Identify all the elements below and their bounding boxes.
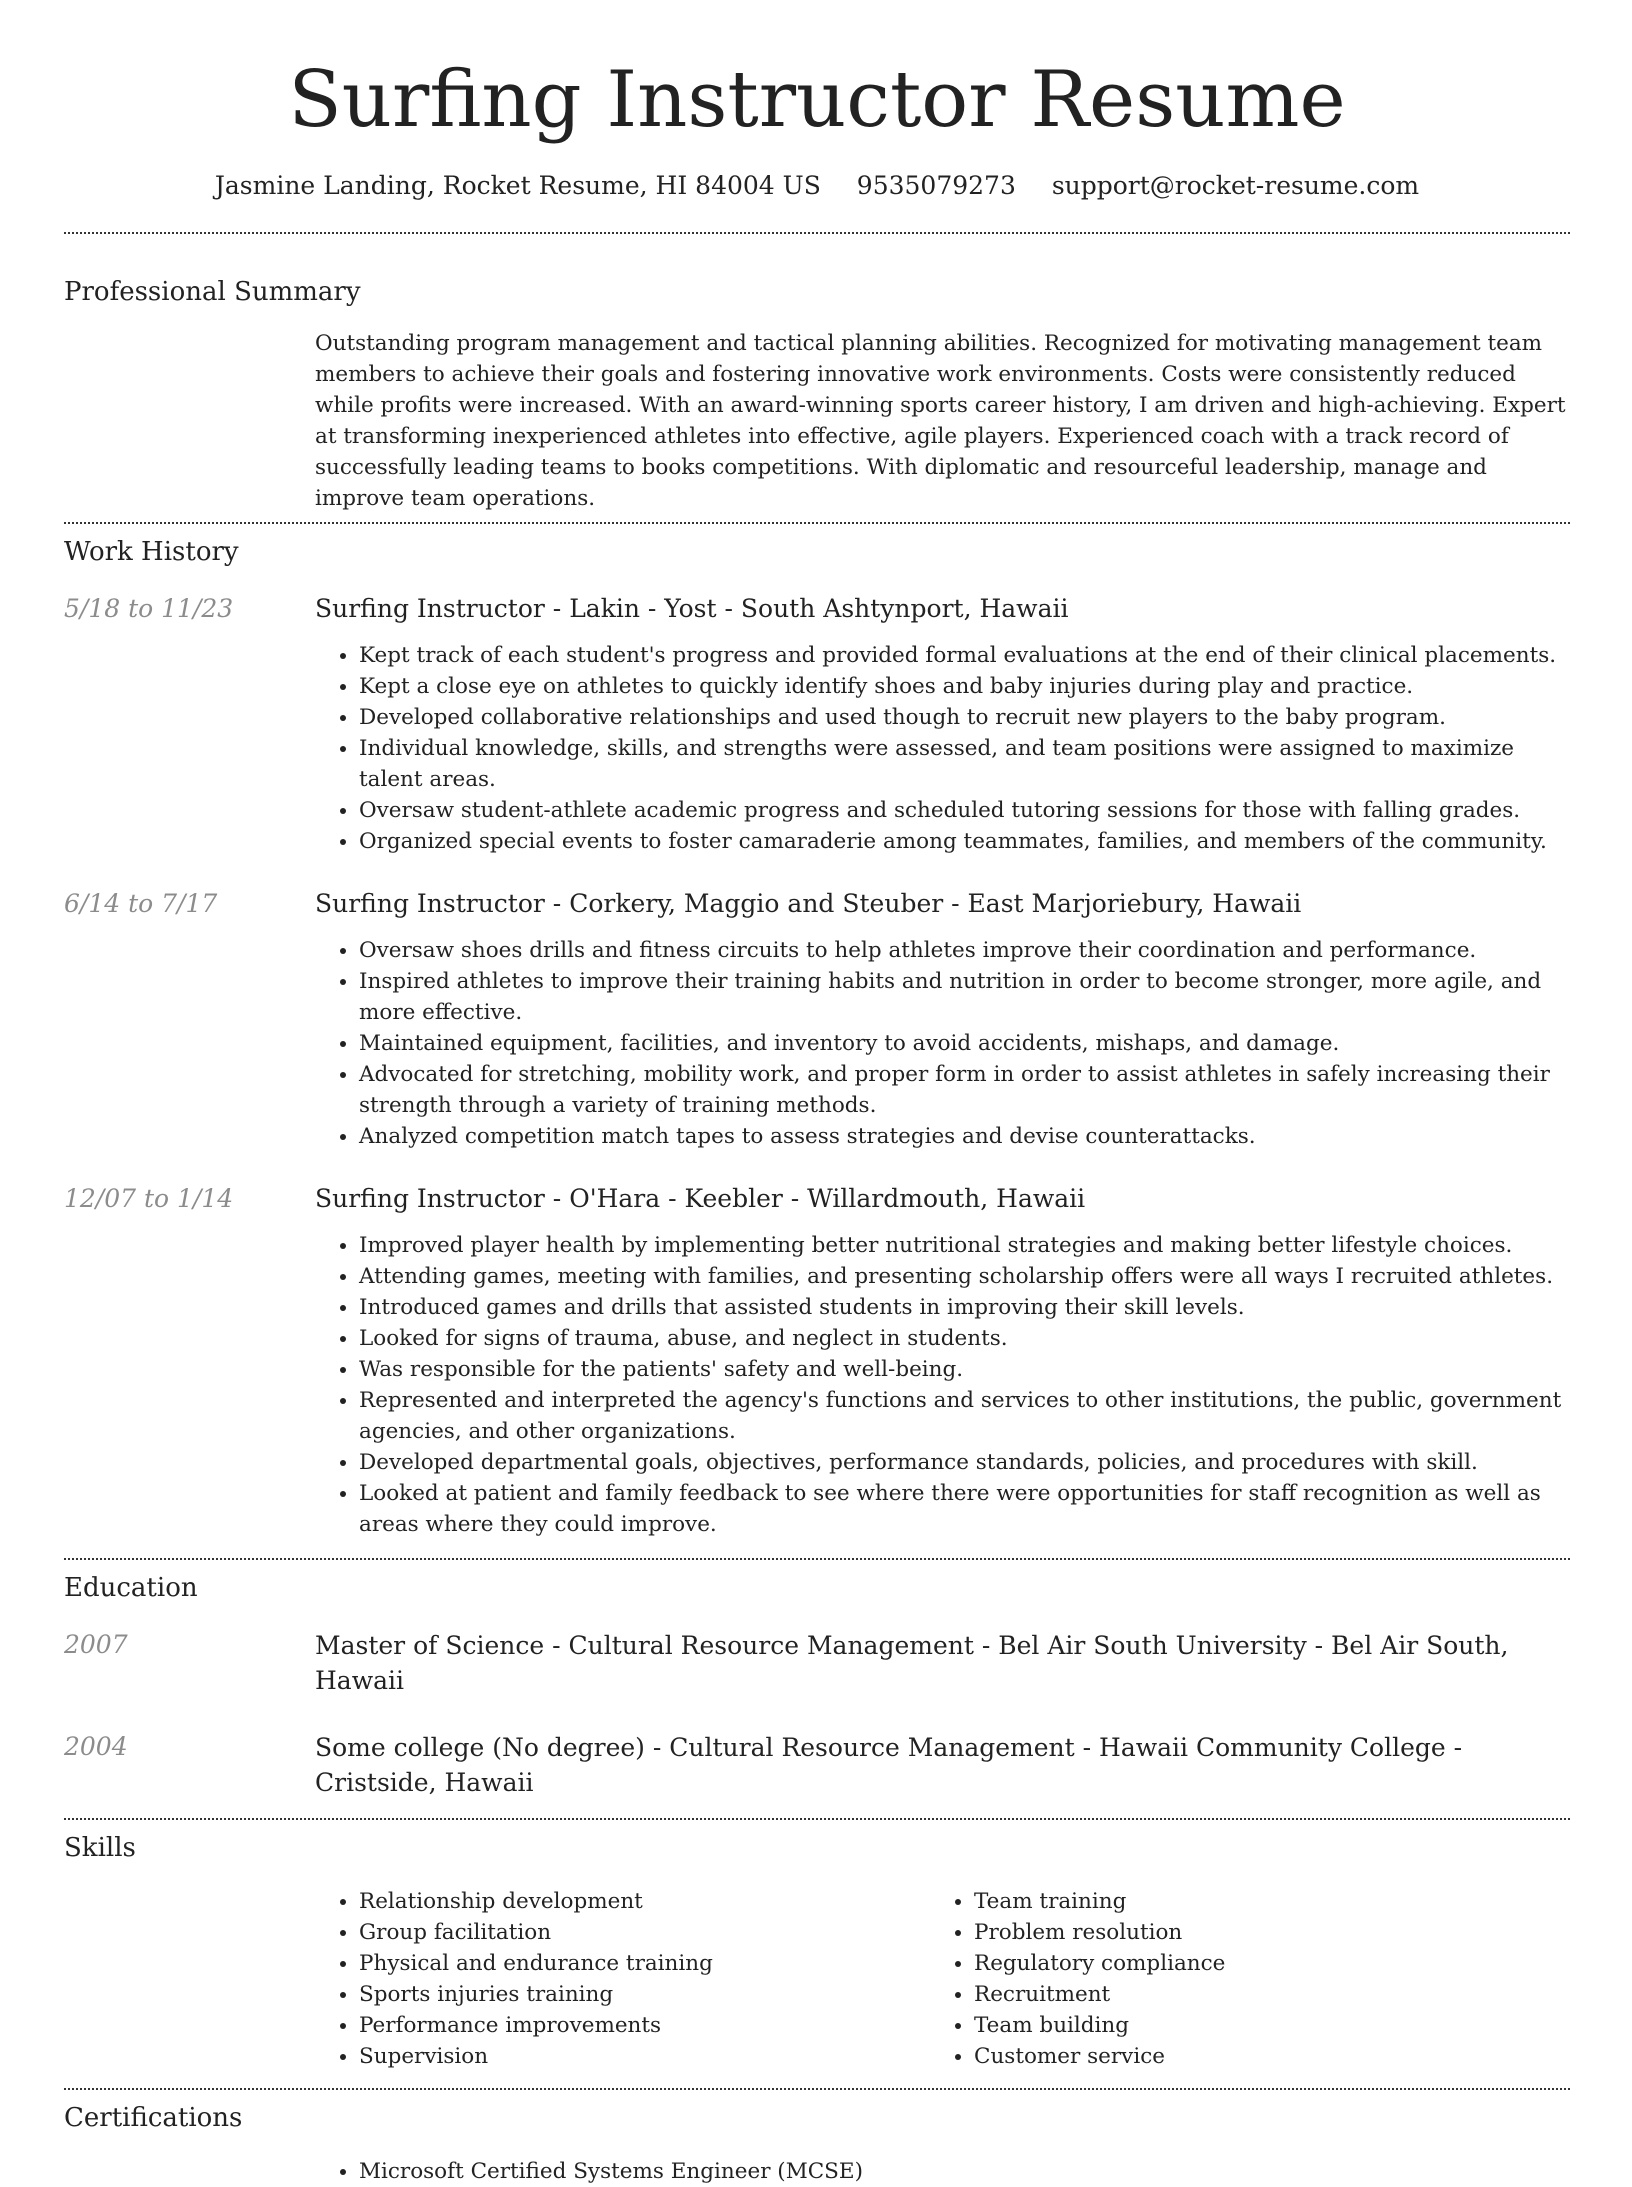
education-entry [64, 1628, 1570, 1698]
job-bullets [315, 1230, 1570, 1540]
skill-item: • Customer service [974, 2041, 1545, 2072]
skill-item: • Supervision [359, 2041, 930, 2072]
job-bullet: • Introduced games and drills that assisted students in improving their skill levels. [359, 1292, 1570, 1323]
job-bullet: • Looked at patient and family feedback to see where there were opportunities for staff recognition as well as areas where they could improve. [359, 1478, 1570, 1540]
summary-row [64, 328, 1570, 514]
skill-item: • Group facilitation [359, 1917, 930, 1948]
skill-item: • Team building [974, 2010, 1545, 2041]
job-entry [64, 1182, 1570, 1540]
skill-item: • Regulatory compliance [974, 1948, 1545, 1979]
summary-left-spacer [64, 328, 315, 514]
education-school: - Hawaii Community College - Cristside, Hawaii [315, 1733, 1463, 1797]
skill-item: • Physical and endurance training [359, 1948, 930, 1979]
job-bullet: • Improved player health by implementing better nutritional strategies and making better lifestyle choices. [359, 1230, 1570, 1261]
summary-heading: Professional Summary [64, 277, 361, 307]
contact-line [64, 168, 1570, 204]
education-line [315, 1628, 1570, 1698]
divider [64, 2088, 1570, 2090]
work-history-section [64, 534, 1570, 1540]
job-bullet: • Individual knowledge, skills, and strengths were assessed, and team positions were assigned to maximize talent areas. [359, 733, 1570, 795]
certifications-left-spacer [64, 2156, 315, 2187]
job-bullet: • Kept a close eye on athletes to quickly identify shoes and baby injuries during play and practice. [359, 671, 1570, 702]
job-bullet: • Represented and interpreted the agency's functions and services to other institutions, the public, government agencies, and other organizations. [359, 1385, 1570, 1447]
education-entry [64, 1730, 1570, 1800]
contact-phone: 9535079273 [856, 171, 1016, 200]
work-history-heading: Work History [64, 537, 239, 567]
education-line [315, 1730, 1570, 1800]
summary-text: Outstanding program management and tactical planning abilities. Recognized for motivating management team members to achieve their goals and fostering innovative work environments. Costs were consistently reduced while profits were increased. With an award-winning sports career history, I am driven and high-achieving. Expert at transforming inexperienced athletes into effective, agile players. Experienced coach with a track record of successfully leading teams to books competitions. With diplomatic and resourceful leadership, manage and improve team operations. [315, 331, 1566, 511]
education-year: 2007 [64, 1630, 128, 1659]
job-entry [64, 592, 1570, 857]
job-bullet: • Inspired athletes to improve their training habits and nutrition in order to become stronger, more agile, and more effective. [359, 966, 1570, 1028]
job-dates: 5/18 to 11/23 [64, 594, 234, 623]
education-school: - Bel Air South University - Bel Air South, Hawaii [315, 1631, 1509, 1695]
job-bullet: • Was responsible for the patients' safety and well-being. [359, 1354, 1570, 1385]
resume-page [64, 0, 1570, 2187]
job-bullet: • Developed collaborative relationships and used though to recruit new players to the baby program. [359, 702, 1570, 733]
job-title: Surfing Instructor - Lakin - Yost - South Ashtynport, Hawaii [315, 594, 1069, 623]
job-dates: 12/07 to 1/14 [64, 1184, 234, 1213]
contact-email: support@rocket-resume.com [1051, 171, 1420, 200]
education-degree: Master of Science - Cultural Resource Management [315, 1631, 974, 1660]
job-bullet: • Developed departmental goals, objectives, performance standards, policies, and procedures with skill. [359, 1447, 1570, 1478]
job-bullet: • Oversaw shoes drills and fitness circuits to help athletes improve their coordination and performance. [359, 935, 1570, 966]
skills-row [64, 1886, 1570, 2072]
skills-list-right [930, 1886, 1545, 2072]
certifications-section [64, 2100, 1570, 2187]
job-bullets [315, 640, 1570, 857]
divider [64, 1818, 1570, 1820]
skill-item: • Problem resolution [974, 1917, 1545, 1948]
job-bullet: • Organized special events to foster camaraderie among teammates, families, and members of the community. [359, 826, 1570, 857]
education-section [64, 1570, 1570, 1800]
job-bullet: • Advocated for stretching, mobility work, and proper form in order to assist athletes in safely increasing their strength through a variety of training methods. [359, 1059, 1570, 1121]
skills-heading: Skills [64, 1833, 136, 1863]
certifications-list [315, 2156, 1570, 2187]
job-title: Surfing Instructor - O'Hara - Keebler - Willardmouth, Hawaii [315, 1184, 1086, 1213]
skills-list-left [315, 1886, 930, 2072]
certifications-row [64, 2156, 1570, 2187]
job-bullet: • Looked for signs of trauma, abuse, and neglect in students. [359, 1323, 1570, 1354]
skill-item: • Relationship development [359, 1886, 930, 1917]
skill-item: • Performance improvements [359, 2010, 930, 2041]
education-year: 2004 [64, 1732, 128, 1761]
divider [64, 232, 1570, 234]
divider [64, 1558, 1570, 1560]
education-heading: Education [64, 1573, 198, 1603]
job-entry [64, 887, 1570, 1152]
skills-left-spacer [64, 1886, 315, 2072]
job-bullet: • Oversaw student-athlete academic progress and scheduled tutoring sessions for those with falling grades. [359, 795, 1570, 826]
job-bullet: • Attending games, meeting with families, and presenting scholarship offers were all ways I recruited athletes. [359, 1261, 1570, 1292]
summary-section [64, 274, 1570, 514]
job-bullet: • Maintained equipment, facilities, and inventory to avoid accidents, mishaps, and damage. [359, 1028, 1570, 1059]
contact-address: Jasmine Landing, Rocket Resume, HI 84004 US [214, 171, 821, 200]
job-dates: 6/14 to 7/17 [64, 889, 218, 918]
job-bullet: • Analyzed competition match tapes to assess strategies and devise counterattacks. [359, 1121, 1570, 1152]
certifications-heading: Certifications [64, 2103, 243, 2133]
job-title: Surfing Instructor - Corkery, Maggio and Steuber - East Marjoriebury, Hawaii [315, 889, 1302, 918]
skill-item: • Team training [974, 1886, 1545, 1917]
divider [64, 522, 1570, 524]
resume-title: Surfing Instructor Resume [288, 55, 1346, 145]
skill-item: • Sports injuries training [359, 1979, 930, 2010]
education-degree: Some college (No degree) - Cultural Resource Management [315, 1733, 1075, 1762]
certification-item: • Microsoft Certified Systems Engineer (MCSE) [359, 2156, 1570, 2187]
job-bullets [315, 935, 1570, 1152]
job-bullet: • Kept track of each student's progress and provided formal evaluations at the end of their clinical placements. [359, 640, 1570, 671]
skill-item: • Recruitment [974, 1979, 1545, 2010]
skills-section [64, 1830, 1570, 2072]
